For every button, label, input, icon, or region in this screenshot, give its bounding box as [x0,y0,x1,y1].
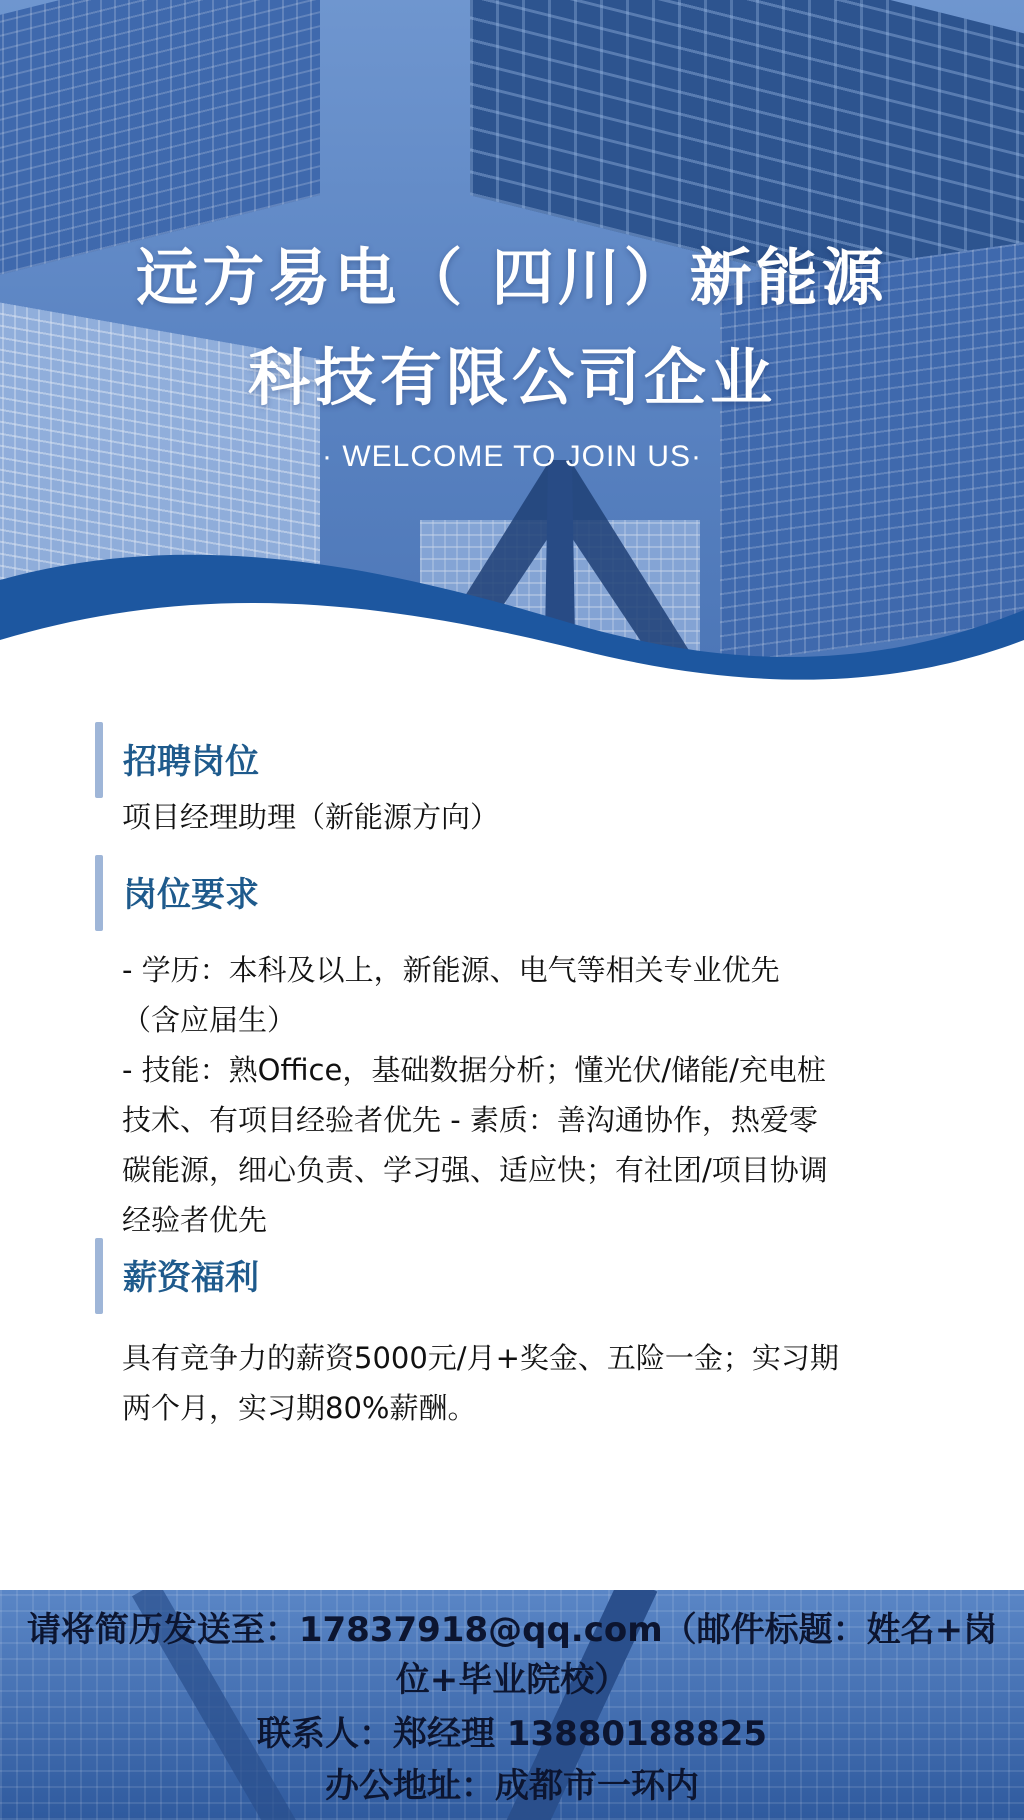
requirements-line: - 技能：熟Office，基础数据分析；懂光伏/储能/充电桩 [122,1053,826,1087]
requirements-line: 碳能源，细心负责、学习强、适应快；有社团/项目协调 [122,1153,828,1187]
benefits-line: 具有竞争力的薪资5000元/月+奖金、五险一金；实习期 [122,1341,839,1375]
company-title-line2: 科技有限公司企业 [247,341,776,414]
requirements-line: 经验者优先 [122,1203,268,1237]
contact-footer [0,1590,1024,1820]
requirements-line: （含应届生） [122,1003,297,1037]
resume-email-line: 请将简历发送至：17837918@qq.com（邮件标题：姓名+岗 [26,1610,998,1650]
contact-person: 联系人：郑经理 13880188825 [256,1714,768,1754]
requirements-line: 技术、有项目经验者优先 - 素质：善沟通协作，热爱零 [122,1103,818,1137]
company-title-line1: 远方易电（ 四川）新能源 [136,241,888,314]
office-address: 办公地址：成都市一环内 [325,1766,699,1806]
wave-divider [0,540,1024,700]
section-title-requirements: 岗位要求 [123,875,259,915]
requirements-text [122,945,922,1245]
section-header-position [95,722,259,798]
section-title-position: 招聘岗位 [123,742,259,782]
section-title-benefits: 薪资福利 [123,1258,259,1298]
benefits-line: 两个月，实习期80%薪酬。 [122,1391,477,1425]
benefits-text [122,1333,922,1433]
position-line: 项目经理助理（新能源方向） [122,800,500,834]
requirements-line: - 学历：本科及以上，新能源、电气等相关专业优先 [122,953,780,987]
resume-email-subject: 位+毕业院校） [395,1660,629,1700]
section-header-requirements [95,855,259,931]
welcome-slogan: · WELCOME TO JOIN US· [322,440,702,473]
position-text [122,792,922,842]
hero-banner [0,0,1024,700]
section-header-benefits [95,1238,259,1314]
